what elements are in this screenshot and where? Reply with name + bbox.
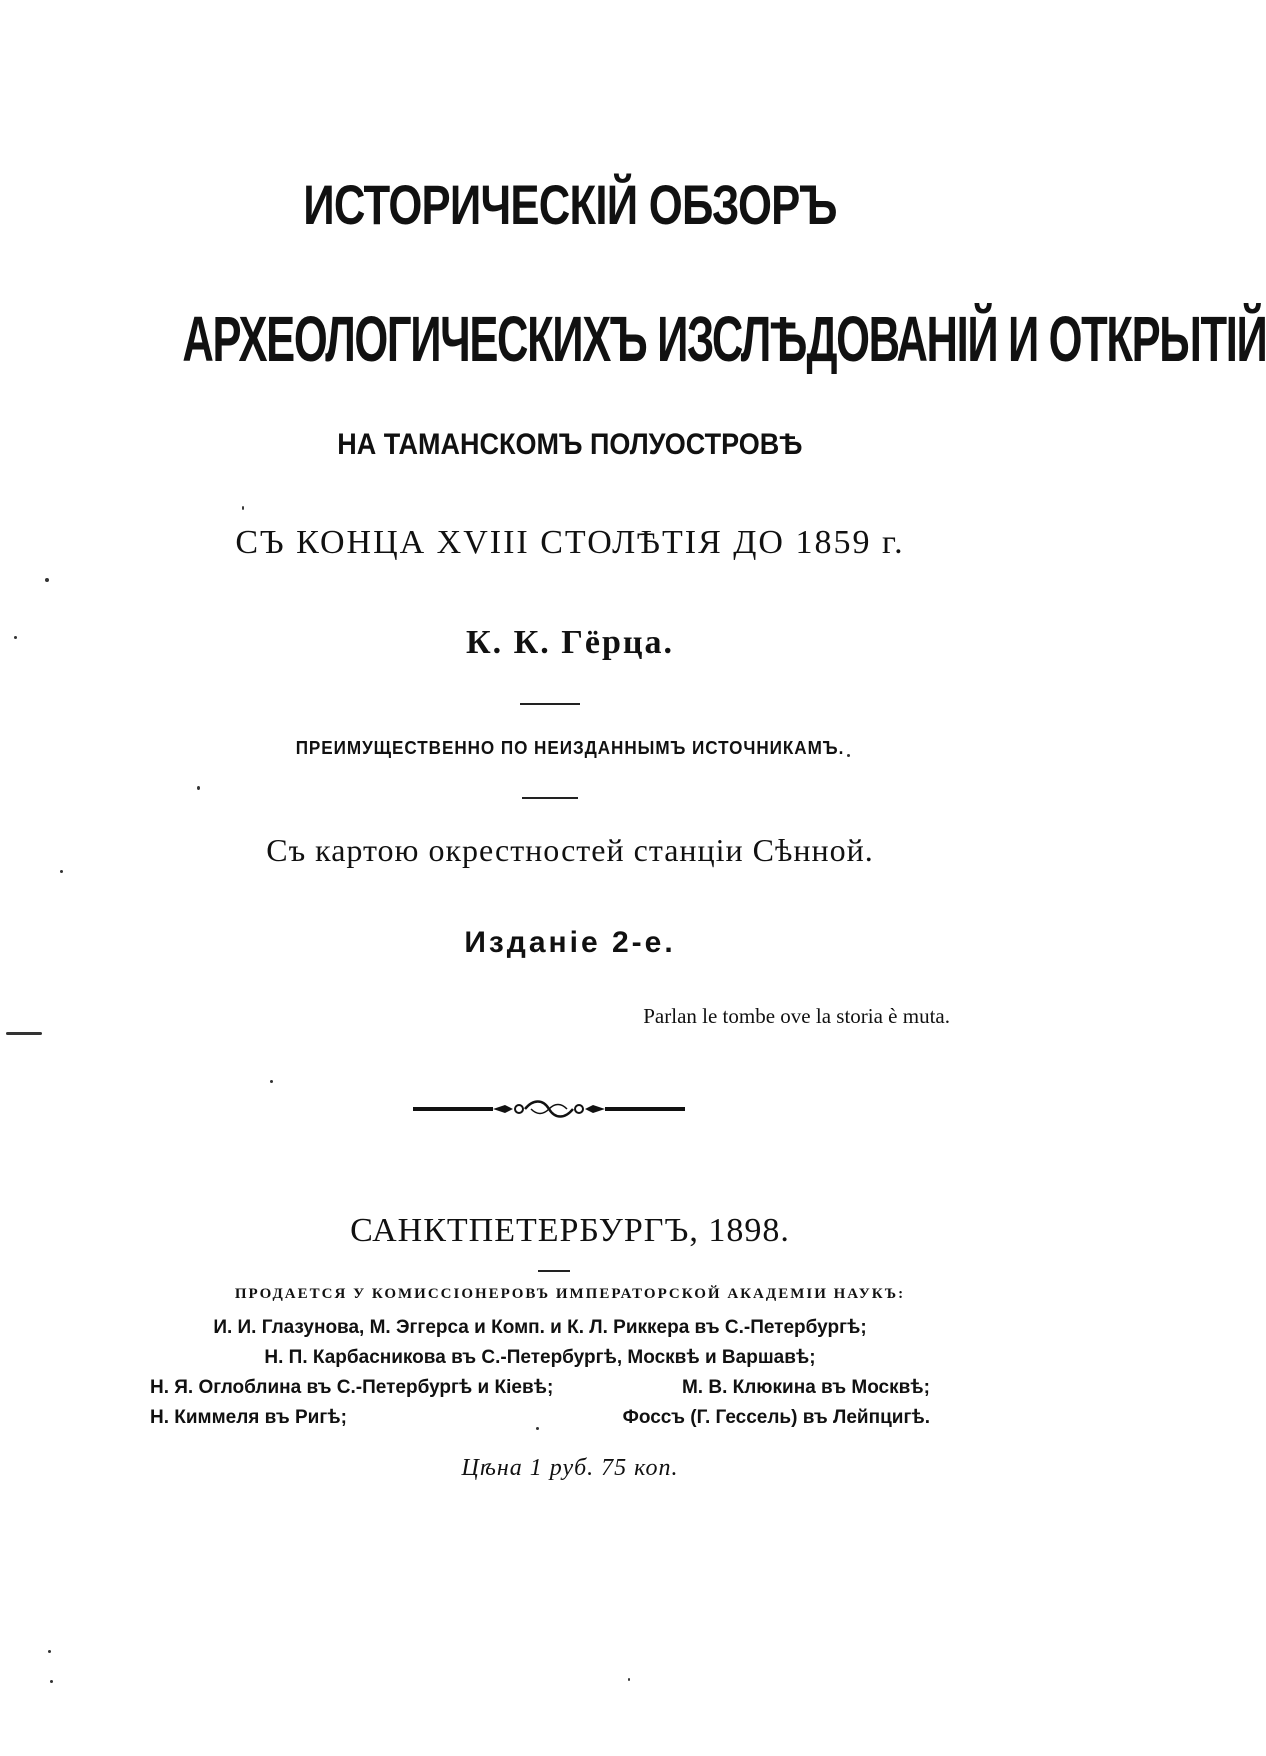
seller-row [150, 1343, 930, 1373]
seller-entry: Фоссъ (Г. Гессель) въ Лейпцигѣ. [622, 1407, 930, 1428]
scan-speck [628, 1678, 630, 1681]
seller-entry: Н. Я. Оглоблина въ С.-Петербургѣ и Кіевѣ; [150, 1377, 554, 1398]
seller-entry: Н. Киммеля въ Ригѣ; [150, 1407, 347, 1428]
scan-speck [847, 754, 850, 757]
period-line: СЪ КОНЦА XVIII СТОЛѢТІЯ ДО 1859 г. [235, 524, 905, 561]
scan-speck [270, 1080, 273, 1083]
divider-rule [522, 797, 578, 799]
divider-rule [520, 703, 580, 705]
scan-speck [45, 578, 49, 582]
ornament-divider [413, 1096, 685, 1122]
seller-row [150, 1313, 930, 1343]
scan-dash [6, 1032, 42, 1035]
seller-entry: М. В. Клюкина въ Москвѣ; [681, 1377, 930, 1398]
title-line-2: АРХЕОЛОГИЧЕСКИХЪ ИЗСЛѢДОВАНІЙ И ОТКРЫТІЙ [182, 303, 1266, 375]
seller-row [150, 1373, 930, 1403]
city-year: САНКТПЕТЕРБУРГЪ, 1898. [350, 1212, 790, 1249]
scan-speck [197, 786, 200, 790]
seller-entry: Н. П. Карбасникова въ С.-Петербургѣ, Москвѣ и Варшавѣ; [264, 1347, 816, 1368]
map-note: Съ картою окрестностей станціи Сѣнной. [266, 832, 874, 868]
scan-speck [14, 636, 17, 639]
scan-speck [242, 506, 244, 510]
title-line-3: НА ТАМАНСКОМЪ ПОЛУОСТРОВѢ [337, 428, 803, 461]
epigraph: Parlan le tombe ove la storia è muta. [643, 1004, 950, 1028]
edition-line: Изданіе 2-е. [464, 926, 676, 959]
seller-entry: И. И. Глазунова, М. Эггерса и Комп. и К. Л. Риккера въ С.-Петербургѣ; [213, 1317, 867, 1338]
sources-note: ПРЕИМУЩЕСТВЕННО ПО НЕИЗДАННЫМЪ ИСТОЧНИКАМЪ. [295, 738, 845, 758]
sold-by-line: ПРОДАЕТСЯ У КОМИССІОНЕРОВЪ ИМПЕРАТОРСКОЙ АКАДЕМІИ НАУКЪ: [234, 1286, 906, 1302]
title-line-1: ИСТОРИЧЕСКІЙ ОБЗОРЪ [303, 173, 837, 236]
author-line: К. К. Гёрца. [465, 624, 675, 661]
scan-speck [50, 1680, 53, 1683]
price-line: Цѣна 1 руб. 75 коп. [461, 1455, 679, 1481]
scan-speck [48, 1650, 51, 1653]
scan-speck [60, 870, 63, 873]
seller-row [150, 1403, 930, 1433]
divider-rule [538, 1270, 570, 1272]
scan-speck [536, 1427, 539, 1430]
sellers-list [150, 1313, 930, 1433]
